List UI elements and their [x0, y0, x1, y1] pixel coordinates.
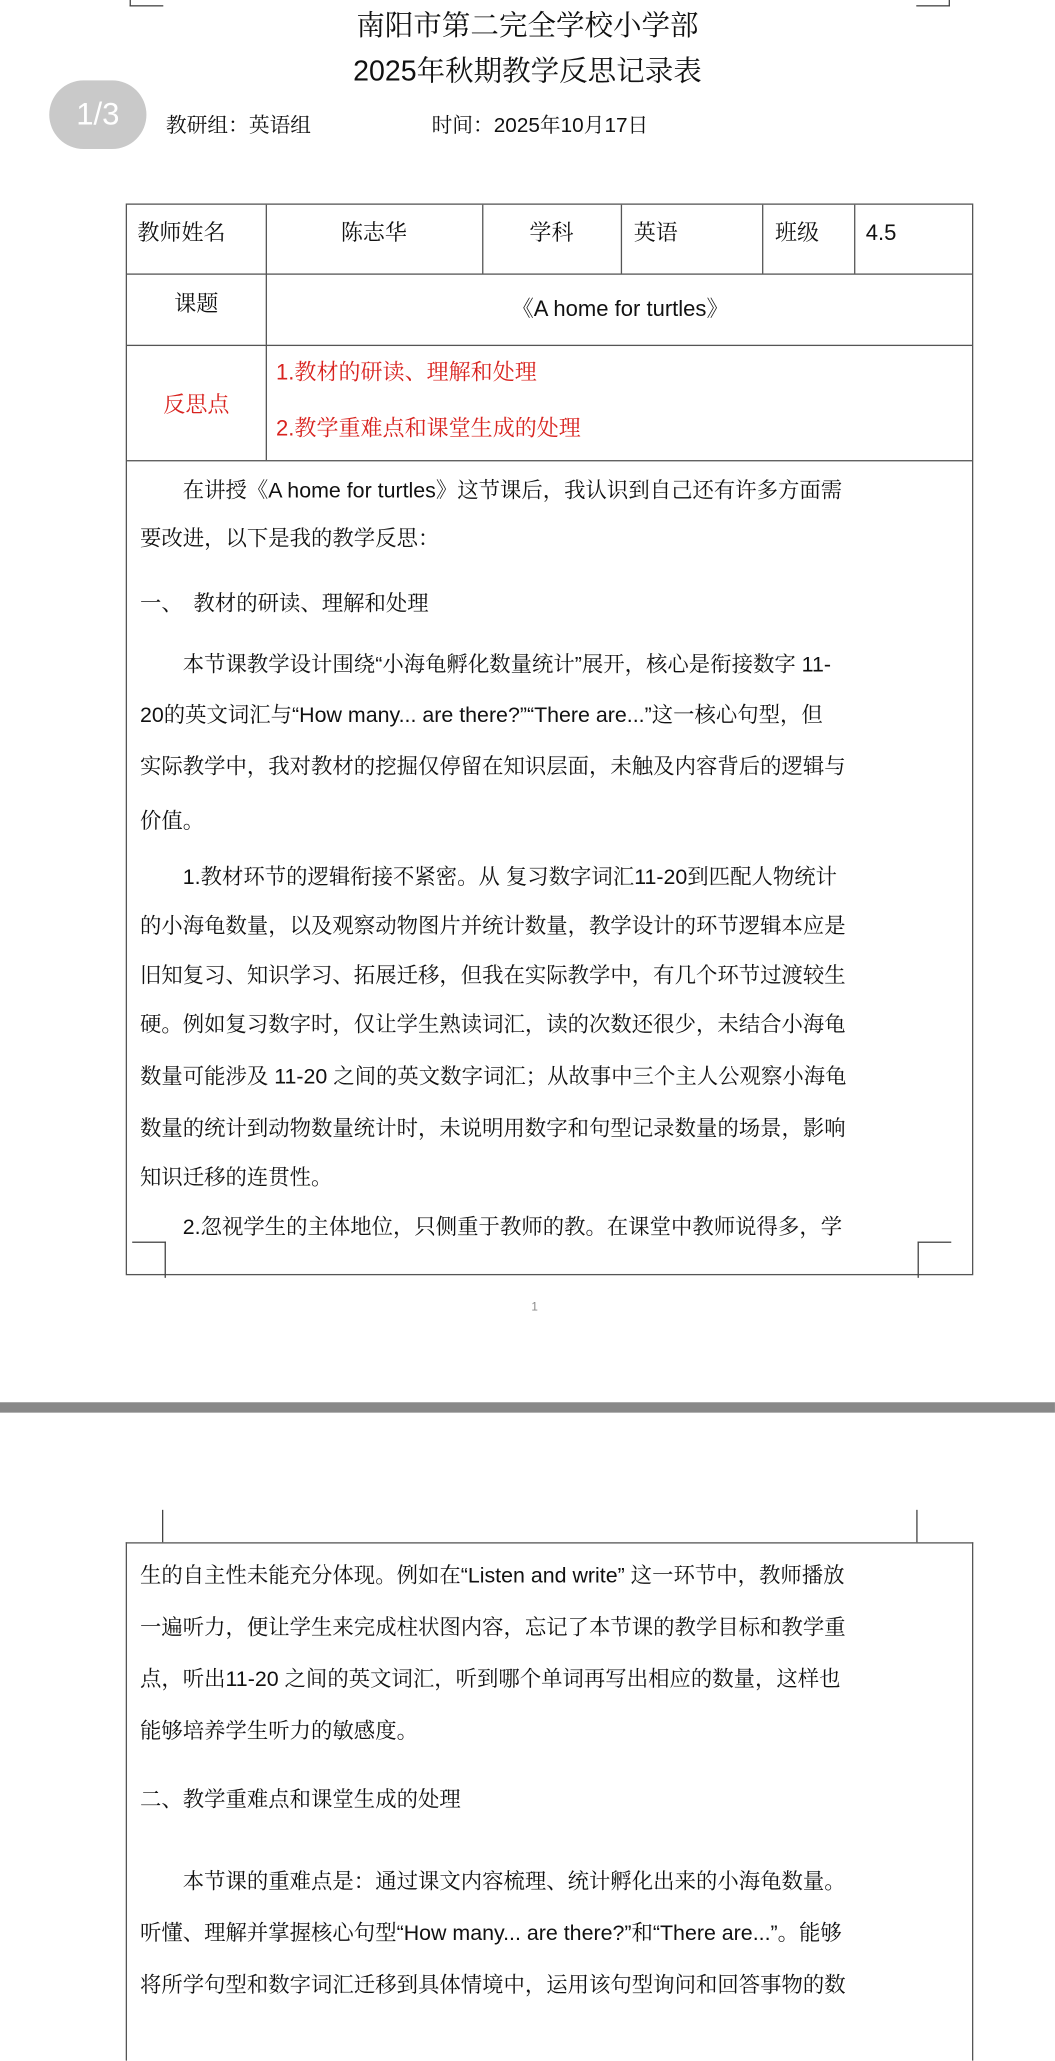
class-label: 班级: [775, 220, 820, 245]
body-line: 价值。: [139, 810, 205, 834]
reflection-point: 1.教材的研读、理解和处理: [276, 360, 537, 385]
subject-value: 英语: [633, 220, 678, 245]
body-line: 实际教学中，我对教材的挖掘仅停留在知识层面，未触及内容背后的逻辑与: [139, 755, 846, 779]
topic-label: 课题: [174, 291, 219, 317]
body-line: 一遍听力，便让学生来完成柱状图内容，忘记了本节课的教学目标和教学重: [139, 1616, 846, 1640]
page-separator: [0, 1402, 1055, 1412]
body-line: 本节课的重难点是：通过课文内容梳理、统计孵化出来的小海龟数量。: [139, 1870, 846, 1894]
doc-subtitle: 2025年秋期教学反思记录表: [353, 54, 702, 87]
page-indicator: 1/3: [49, 80, 146, 149]
body-line: 二、教学重难点和课堂生成的处理: [139, 1788, 461, 1812]
reflection-point: 2.教学重难点和课堂生成的处理: [276, 416, 581, 441]
body-line: 听懂、理解并掌握核心句型“How many... are there?”和“There are...”。能够: [139, 1921, 842, 1946]
body-line: 生的自主性未能充分体现。例如在“Listen and write” 这一环节中，教师播放: [139, 1564, 845, 1588]
body-line: 要改进，以下是我的教学反思：: [139, 527, 440, 551]
reflection-table-continued: [126, 1542, 974, 2060]
body-line: 的小海龟数量，以及观察动物图片并统计数量，教学设计的环节逻辑本应是: [139, 914, 846, 939]
subject-label: 学科: [529, 220, 574, 245]
body-line: 数量的统计到动物数量统计时，未说明用数字和句型记录数量的场景，影响: [139, 1117, 846, 1141]
body-line: 20的英文词汇与“How many... are there?”“There are...”这一核心句型，但: [139, 703, 823, 728]
teacher-name-value: 陈志华: [340, 220, 407, 245]
doc-title: 南阳市第二完全学校小学部: [356, 9, 699, 42]
body-line: 在讲授《A home for turtles》这节课后，我认识到自己还有许多方面需: [139, 479, 843, 503]
reflection-table: [126, 203, 974, 1275]
page-number: 1: [531, 1299, 538, 1313]
corner-mark: [130, 0, 164, 6]
record-date: 时间：2025年10月17日: [431, 115, 649, 138]
class-value: 4.5: [865, 220, 897, 245]
body-line: 2.忽视学生的主体地位，只侧重于教师的教。在课堂中教师说得多，学: [139, 1215, 843, 1239]
research-group: 教研组：英语组: [165, 115, 312, 138]
body-line: 一、 教材的研读、理解和处理: [139, 592, 429, 616]
teacher-name-label: 教师姓名: [137, 220, 226, 245]
body-line: 本节课教学设计围绕“小海龟孵化数量统计”展开，核心是衔接数字 11-: [139, 653, 831, 677]
body-line: 能够培养学生听力的敏感度。: [139, 1719, 418, 1744]
topic-value: 《A home for turtles》: [511, 296, 729, 322]
body-line: 点，听出11-20 之间的英文词汇，听到哪个单词再写出相应的数量，这样也: [139, 1667, 841, 1692]
body-line: 将所学句型和数字词汇迁移到具体情境中，运用该句型询问和回答事物的数: [139, 1973, 846, 1998]
body-line: 1.教材环节的逻辑衔接不紧密。从 复习数字词汇11-20到匹配人物统计: [139, 865, 837, 890]
reflection-label: 反思点: [163, 392, 230, 418]
body-line: 知识迁移的连贯性。: [139, 1166, 333, 1190]
body-line: 旧知复习、知识学习、拓展迁移，但我在实际教学中，有几个环节过渡较生: [139, 964, 846, 988]
corner-mark: [162, 1510, 163, 1542]
corner-mark: [132, 1242, 166, 1278]
body-line: 数量可能涉及 11-20 之间的英文数字词汇；从故事中三个主人公观察小海龟: [139, 1065, 847, 1089]
corner-mark: [916, 1510, 917, 1542]
body-line: 硬。例如复习数字时，仅让学生熟读词汇，读的次数还很少，未结合小海龟: [139, 1013, 846, 1037]
corner-mark: [918, 1242, 952, 1278]
corner-mark: [916, 0, 950, 6]
